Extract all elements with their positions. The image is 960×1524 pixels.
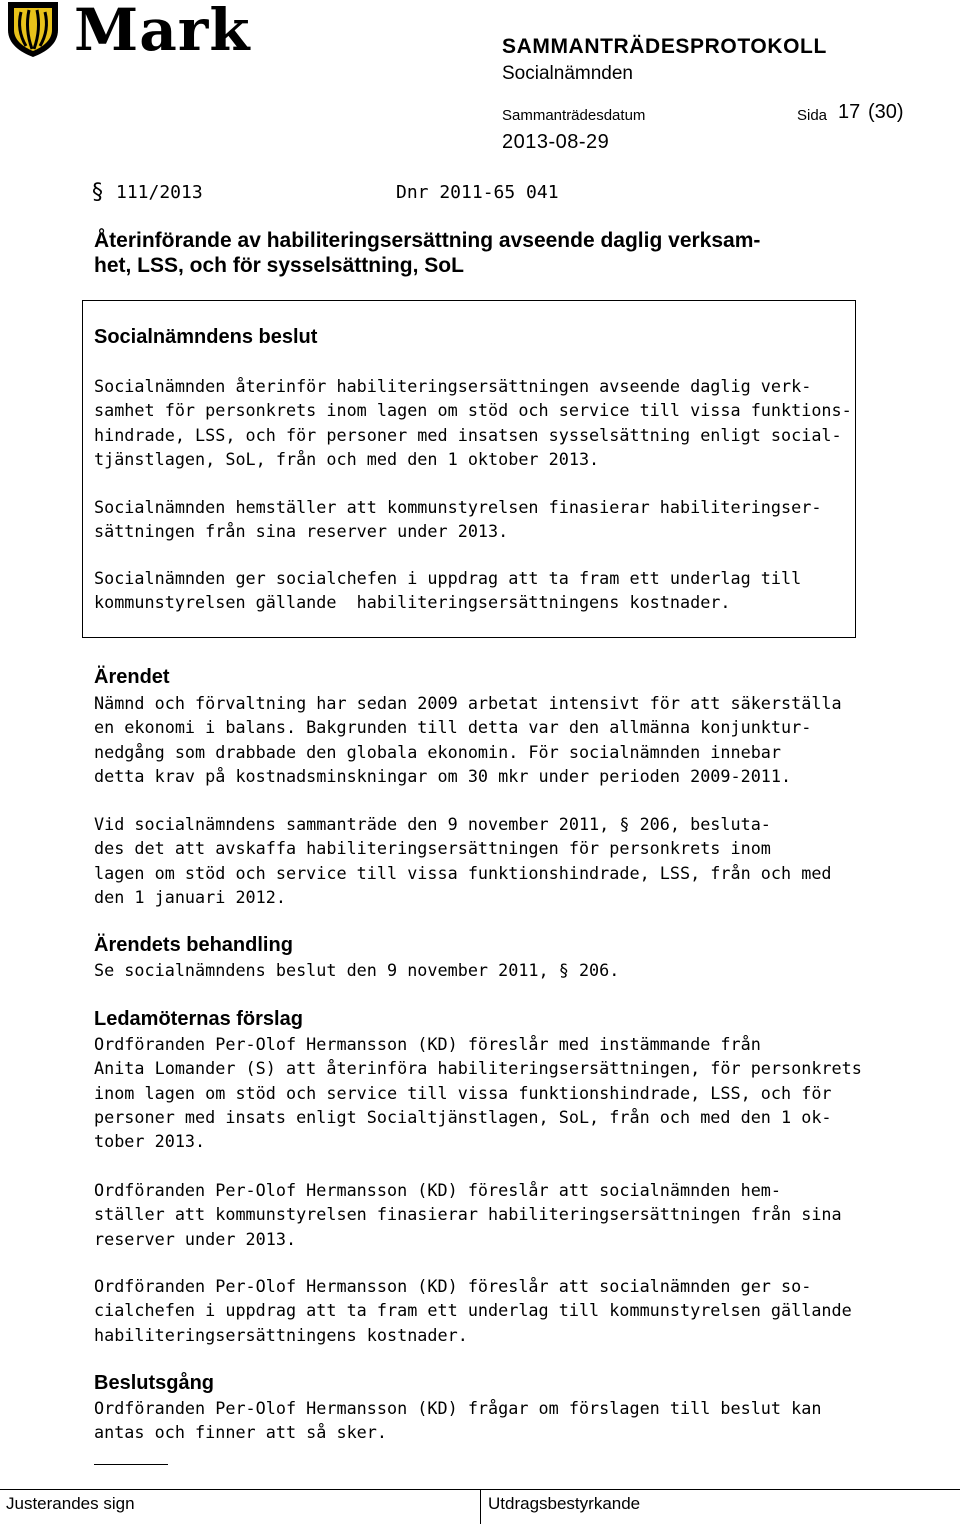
text-line: habiliteringsersättningens kostnader.: [94, 1324, 468, 1345]
paragraph-icon: §: [92, 180, 103, 205]
text-line: Ordföranden Per-Olof Hermansson (KD) föreslår att socialnämnden hem-: [94, 1180, 782, 1200]
text-line: Nämnd och förvaltning har sedan 2009 arbetat intensivt för att säkerställa: [94, 693, 842, 713]
text-line: Anita Lomander (S) att återinföra habiliteringsersättningen, för personkrets: [94, 1058, 862, 1079]
decision-paragraph: [94, 374, 852, 471]
text-line: reserver under 2013.: [94, 1228, 297, 1249]
case-title-line: Återinförande av habiliteringsersättning avseende daglig verksam-: [94, 229, 761, 252]
page-label: Sida: [797, 107, 828, 124]
section-heading: Ledamöternas förslag: [94, 1008, 303, 1030]
section-paragraph: [94, 1178, 842, 1251]
decision-heading: Socialnämndens beslut: [94, 326, 318, 348]
text-line: hindrade, LSS, och för personer med insatsen sysselsättning enligt social-: [94, 424, 842, 445]
section-paragraph: [94, 691, 842, 788]
text-line: Ordföranden Per-Olof Hermansson (KD) frågar om förslagen till beslut kan: [94, 1398, 822, 1418]
section-paragraph: [94, 812, 832, 909]
text-line: tjänstlagen, SoL, från och med den 1 oktober 2013.: [94, 448, 600, 469]
text-line: samhet för personkrets inom lagen om stöd och service till vissa funktions-: [94, 400, 852, 421]
text-line: Socialnämnden ger socialchefen i uppdrag att ta fram ett underlag till: [94, 568, 802, 588]
text-line: Vid socialnämndens sammanträde den 9 november 2011, § 206, besluta-: [94, 814, 771, 834]
text-line: cialchefen i uppdrag att ta fram ett underlag till kommunstyrelsen gällande: [94, 1300, 852, 1321]
case-title-line: het, LSS, och för sysselsättning, SoL: [94, 254, 464, 277]
text-line: detta krav på kostnadsminskningar om 30 mkr under perioden 2009-2011.: [94, 765, 792, 786]
text-line: kommunstyrelsen gällande habiliteringsersättningens kostnader.: [94, 592, 731, 613]
coat-of-arms-icon: [4, 0, 62, 58]
committee-name: Socialnämnden: [502, 63, 633, 84]
section-paragraph: [94, 1396, 821, 1445]
section-paragraph: [94, 958, 619, 982]
text-line: lagen om stöd och service till vissa funktionshindrade, LSS, från och med: [94, 862, 832, 883]
decision-paragraph: [94, 566, 801, 615]
text-line: nedgång som drabbade den globala ekonomin. För socialnämnden innebar: [94, 741, 782, 762]
decision-paragraph: [94, 495, 821, 544]
text-line: inom lagen om stöd och service till vissa funktionshindrade, LSS, och för: [94, 1082, 832, 1103]
text-line: Se socialnämndens beslut den 9 november 2011, § 206.: [94, 960, 620, 980]
signature-field-label: Justerandes sign: [6, 1494, 135, 1513]
meeting-date: 2013-08-29: [502, 131, 610, 153]
section-heading: Ärendets behandling: [94, 934, 293, 956]
case-title: [94, 228, 854, 278]
section-heading: Beslutsgång: [94, 1372, 215, 1394]
section-paragraph: [94, 1274, 852, 1347]
case-number: 111/2013: [116, 182, 203, 203]
document-type: SAMMANTRÄDESPROTOKOLL: [502, 35, 827, 58]
text-line: Ordföranden Per-Olof Hermansson (KD) föreslår med instämmande från: [94, 1034, 761, 1054]
page-number: 17: [838, 101, 861, 123]
text-line: sättningen från sina reserver under 2013.: [94, 521, 509, 542]
text-line: den 1 januari 2012.: [94, 886, 286, 907]
text-line: Ordföranden Per-Olof Hermansson (KD) föreslår att socialnämnden ger so-: [94, 1276, 812, 1296]
registration-number: Dnr 2011-65 041: [396, 182, 559, 203]
logo-wordmark: Mark: [74, 0, 251, 64]
text-line: ställer att kommunstyrelsen finasierar habiliteringsersättningen från sina: [94, 1204, 842, 1225]
text-line: Socialnämnden hemställer att kommunstyrelsen finasierar habiliteringser-: [94, 497, 822, 517]
section-heading: Ärendet: [94, 666, 170, 688]
text-line: personer med insats enligt Socialtjänstlagen, SoL, från och med den 1 ok-: [94, 1106, 832, 1127]
text-line: antas och finner att så sker.: [94, 1422, 387, 1443]
meeting-date-label: Sammanträdesdatum: [502, 107, 646, 124]
text-line: des det att avskaffa habiliteringsersättningen för personkrets inom: [94, 838, 771, 859]
municipality-logo: [0, 0, 251, 64]
page-total: (30): [868, 101, 904, 123]
text-line: en ekonomi i balans. Bakgrunden till detta var den allmänna konjunktur-: [94, 717, 812, 738]
footer-column-divider: [480, 1489, 481, 1524]
text-line: tober 2013.: [94, 1131, 206, 1152]
section-paragraph: [94, 1032, 862, 1153]
text-line: Socialnämnden återinför habiliteringsersättningen avseende daglig verk-: [94, 376, 812, 396]
end-rule: [94, 1464, 168, 1465]
certification-field-label: Utdragsbestyrkande: [488, 1494, 641, 1513]
